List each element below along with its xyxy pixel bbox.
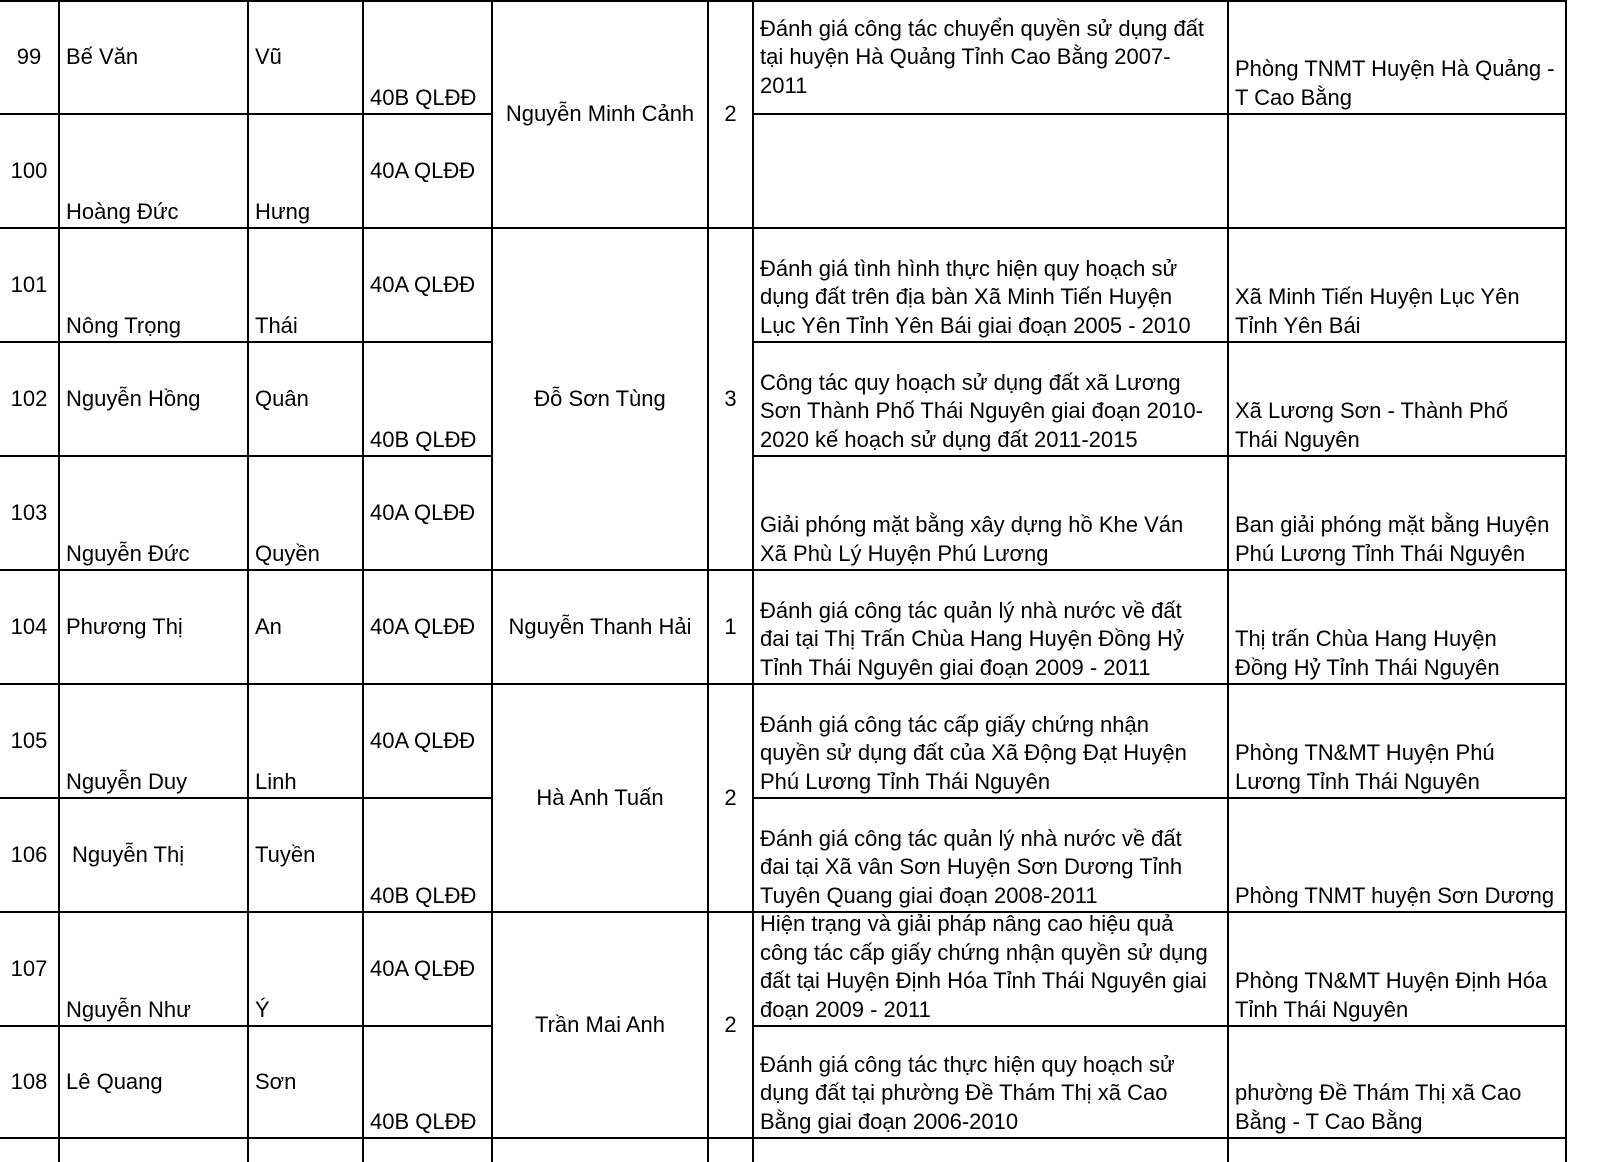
cell-de-tai: Đánh giá công tác cấp giấy chứng nhận quyền sử dụng đất của Xã Động Đạt Huyện Phú Lương Tỉnh Thái Nguyên (760, 711, 1187, 794)
cell-de-tai: Đánh giá công tác quản lý nhà nước về đất đai tại Thị Trấn Chùa Hang Huyện Đồng Hỷ Tỉnh Thái Nguyên giai đoạn 2009 - 2011 (760, 597, 1184, 680)
cell-stt: 107 (10, 955, 48, 981)
cell-stt: 102 (10, 385, 48, 411)
cell-de-tai: Công tác quy hoạch sử dụng đất xã Lương Sơn Thành Phố Thái Nguyên giai đoạn 2010- 2020 kế hoạch sử dụng đất 2011-2015 (760, 369, 1203, 452)
cell-de-tai: Đánh giá tình hình thực hiện quy hoạch sử dụng đất trên địa bàn Xã Minh Tiến Huyện Lục Yên Tỉnh Yên Bái giai đoạn 2005 - 2010 (760, 255, 1191, 338)
cell-de-tai: Đánh giá công tác thực hiện quy hoạch sử dụng đất tại phường Đề Thám Thị xã Cao Bằng giai đoạn 2006-2010 (760, 1051, 1175, 1134)
cell-lop: 40A QLĐĐ (370, 499, 476, 525)
cell-lop: 40B QLĐĐ (370, 426, 477, 452)
cell-noi-thuc-tap: Phòng TN&MT Huyện Định Hóa Tỉnh Thái Nguyên (1235, 968, 1548, 1022)
cell-noi-thuc-tap: Phòng TNMT huyện Sơn Dương (1235, 882, 1555, 908)
cell-ho-dem: Phương Thị (66, 613, 183, 639)
cell-noi-thuc-tap: Thị trấn Chùa Hang Huyện Đồng Hỷ Tỉnh Thái Nguyên (1235, 626, 1500, 680)
cell-lop: 40A QLĐĐ (370, 613, 476, 639)
cell-noi-thuc-tap: Xã Minh Tiến Huyện Lục Yên Tỉnh Yên Bái (1235, 284, 1520, 338)
cell-stt: 100 (10, 157, 48, 183)
cell-lop: 40B QLĐĐ (370, 882, 477, 908)
cell-ho-dem: Nguyễn Như (66, 996, 191, 1022)
cell-giao-vien: Đỗ Sơn Tùng (534, 385, 666, 411)
cell-noi-thuc-tap: Phòng TN&MT Huyện Phú Lương Tỉnh Thái Nguyên (1235, 740, 1495, 794)
cell-ten: Sơn (255, 1068, 297, 1094)
cell-ten: Quyền (255, 540, 320, 566)
grid-line (1565, 0, 1567, 1162)
cell-giao-vien: Trần Mai Anh (534, 1011, 666, 1037)
cell-giao-vien: Hà Anh Tuấn (536, 784, 664, 810)
cell-ten: Tuyền (255, 841, 316, 867)
cell-ten: Linh (255, 768, 297, 794)
cell-noi-thuc-tap: phường Đề Thám Thị xã Cao Bằng - T Cao Bằng (1235, 1080, 1522, 1134)
cell-so-luong: 2 (724, 784, 737, 810)
cell-so-luong: 2 (724, 1011, 737, 1037)
cell-lop: 40A QLĐĐ (370, 727, 476, 753)
cell-ho-dem: Nguyễn Đức (66, 540, 190, 566)
cell-de-tai: Giải phóng mặt bằng xây dựng hồ Khe Ván Xã Phù Lý Huyện Phú Lương (760, 512, 1184, 566)
cell-ho-dem: Bế Văn (66, 44, 139, 70)
cell-stt: 99 (16, 44, 42, 70)
cell-giao-vien: Nguyễn Minh Cảnh (505, 101, 695, 127)
cell-lop: 40B QLĐĐ (370, 1108, 477, 1134)
grid-line (0, 1137, 1567, 1139)
cell-so-luong: 2 (724, 101, 737, 127)
cell-ten: Vũ (255, 44, 282, 70)
cell-noi-thuc-tap (1229, 115, 1565, 227)
cell-ten: Thái (255, 312, 298, 338)
cell-stt: 101 (10, 271, 48, 297)
cell-ten: Quân (255, 385, 309, 411)
cell-de-tai: Đánh giá công tác quản lý nhà nước về đất đai tại Xã vân Sơn Huyện Sơn Dương Tỉnh Tuyên Quang giai đoạn 2008-2011 (760, 825, 1183, 908)
cell-noi-thuc-tap: Ban giải phóng mặt bằng Huyện Phú Lương Tỉnh Thái Nguyên (1235, 512, 1550, 566)
cell-so-luong: 3 (724, 385, 737, 411)
cell-giao-vien: Nguyễn Thanh Hải (508, 613, 692, 639)
cell-ten: An (255, 613, 282, 639)
cell-ho-dem: Hoàng Đức (66, 198, 179, 224)
cell-ho-dem: Nguyễn Hồng (66, 385, 201, 411)
cell-ten: Ý (255, 996, 270, 1022)
cell-noi-thuc-tap: Xã Lương Sơn - Thành Phố Thái Nguyên (1235, 398, 1509, 452)
cell-stt: 106 (10, 841, 48, 867)
cell-de-tai: Đánh giá công tác chuyển quyền sử dụng đất tại huyện Hà Quảng Tỉnh Cao Bằng 2007- 2011 (760, 15, 1205, 98)
cell-lop: 40A QLĐĐ (370, 271, 476, 297)
cell-noi-thuc-tap: Phòng TNMT Huyện Hà Quảng - T Cao Bằng (1235, 56, 1555, 110)
cell-stt: 103 (10, 499, 48, 525)
cell-so-luong: 1 (724, 613, 737, 639)
cell-de-tai (754, 115, 1227, 227)
cell-lop: 40A QLĐĐ (370, 955, 476, 981)
cell-ho-dem: Nông Trọng (66, 312, 181, 338)
cell-stt: 104 (10, 613, 48, 639)
cell-lop: 40A QLĐĐ (370, 157, 476, 183)
cell-ho-dem: Nguyễn Thị (72, 841, 185, 867)
cell-stt: 105 (10, 727, 48, 753)
cell-stt: 108 (10, 1068, 48, 1094)
cell-ho-dem: Lê Quang (66, 1068, 163, 1094)
cell-de-tai: Hiện trạng và giải pháp nâng cao hiệu quả công tác cấp giấy chứng nhận quyền sử dụng đất tại Huyện Định Hóa Tỉnh Thái Nguyên giai đoạn 2009 - 2011 (760, 913, 1208, 1022)
cell-ho-dem: Nguyễn Duy (66, 768, 188, 794)
cell-lop: 40B QLĐĐ (370, 84, 477, 110)
cell-ten: Hưng (255, 198, 311, 224)
